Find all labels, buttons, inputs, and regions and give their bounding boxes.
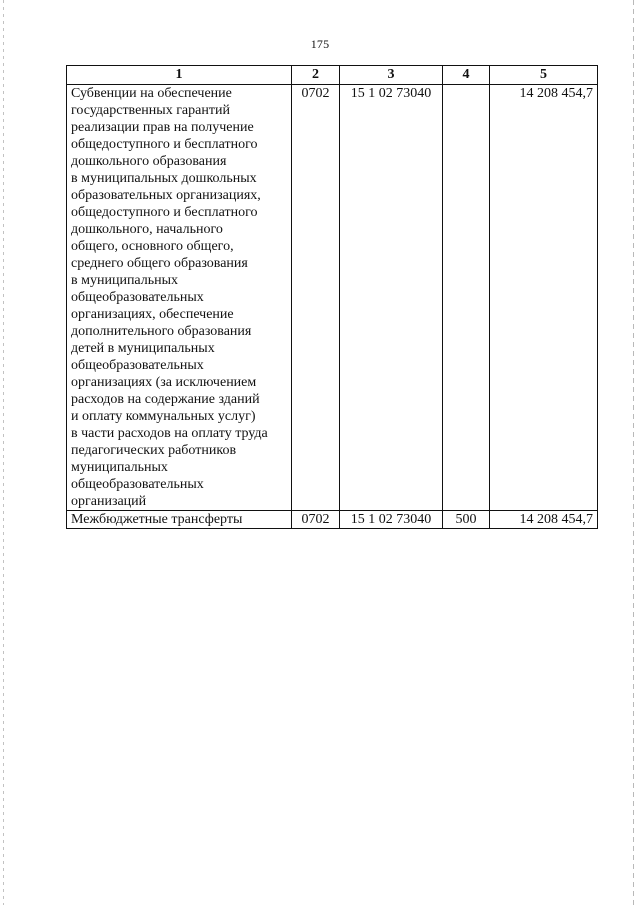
header-col-3: 3: [340, 66, 443, 85]
row-name-line: в муниципальных дошкольных: [71, 171, 257, 186]
row-name-line: детей в муниципальных: [71, 341, 215, 356]
row-section-code: 0702: [292, 85, 340, 511]
row-name-line: педагогических работников: [71, 443, 237, 458]
row-name-line: в части расходов на оплату труда: [71, 426, 268, 441]
budget-table: [66, 65, 598, 529]
row-name-line: образовательных организациях,: [71, 188, 261, 203]
scan-edge-left: [3, 0, 4, 905]
table-row-transfers: [67, 511, 598, 529]
row-name-line: реализации прав на получение: [71, 120, 254, 135]
row-name-line: организаций: [71, 494, 147, 509]
row-name-line: Межбюджетные трансферты: [71, 512, 243, 527]
row-name-line: общедоступного и бесплатного: [71, 205, 258, 220]
row-name-line: среднего общего образования: [71, 256, 248, 271]
row-expense-type: [443, 85, 490, 511]
row-name-line: организациях, обеспечение: [71, 307, 234, 322]
row-name-line: общеобразовательных: [71, 477, 204, 492]
row-name-line: Субвенции на обеспечение: [71, 86, 232, 101]
row-name-line: государственных гарантий: [71, 103, 230, 118]
row-name-line: общего, основного общего,: [71, 239, 234, 254]
row-amount: 14 208 454,7: [490, 511, 598, 529]
row-name-line: дошкольного, начального: [71, 222, 223, 237]
row-name: [67, 511, 292, 529]
row-amount: 14 208 454,7: [490, 85, 598, 511]
header-col-5: 5: [490, 66, 598, 85]
scan-edge-right: [633, 0, 634, 905]
row-name-line: расходов на содержание зданий: [71, 392, 260, 407]
row-name-line: дополнительного образования: [71, 324, 252, 339]
page-number: 175: [310, 37, 330, 51]
header-col-4: 4: [443, 66, 490, 85]
row-section-code: 0702: [292, 511, 340, 529]
row-name-line: общедоступного и бесплатного: [71, 137, 258, 152]
row-name-line: общеобразовательных: [71, 290, 204, 305]
row-name: [67, 85, 292, 511]
row-name-line: организациях (за исключением: [71, 375, 257, 390]
row-target-article: 15 1 02 73040: [340, 511, 443, 529]
row-name-line: общеобразовательных: [71, 358, 204, 373]
row-name-line: в муниципальных: [71, 273, 179, 288]
header-col-1: 1: [67, 66, 292, 85]
row-expense-type: 500: [443, 511, 490, 529]
header-row: [67, 66, 598, 85]
row-name-line: муниципальных: [71, 460, 168, 475]
row-target-article: 15 1 02 73040: [340, 85, 443, 511]
header-col-2: 2: [292, 66, 340, 85]
row-name-line: и оплату коммунальных услуг): [71, 409, 256, 424]
table-row-subvention: [67, 85, 598, 511]
row-name-line: дошкольного образования: [71, 154, 227, 169]
